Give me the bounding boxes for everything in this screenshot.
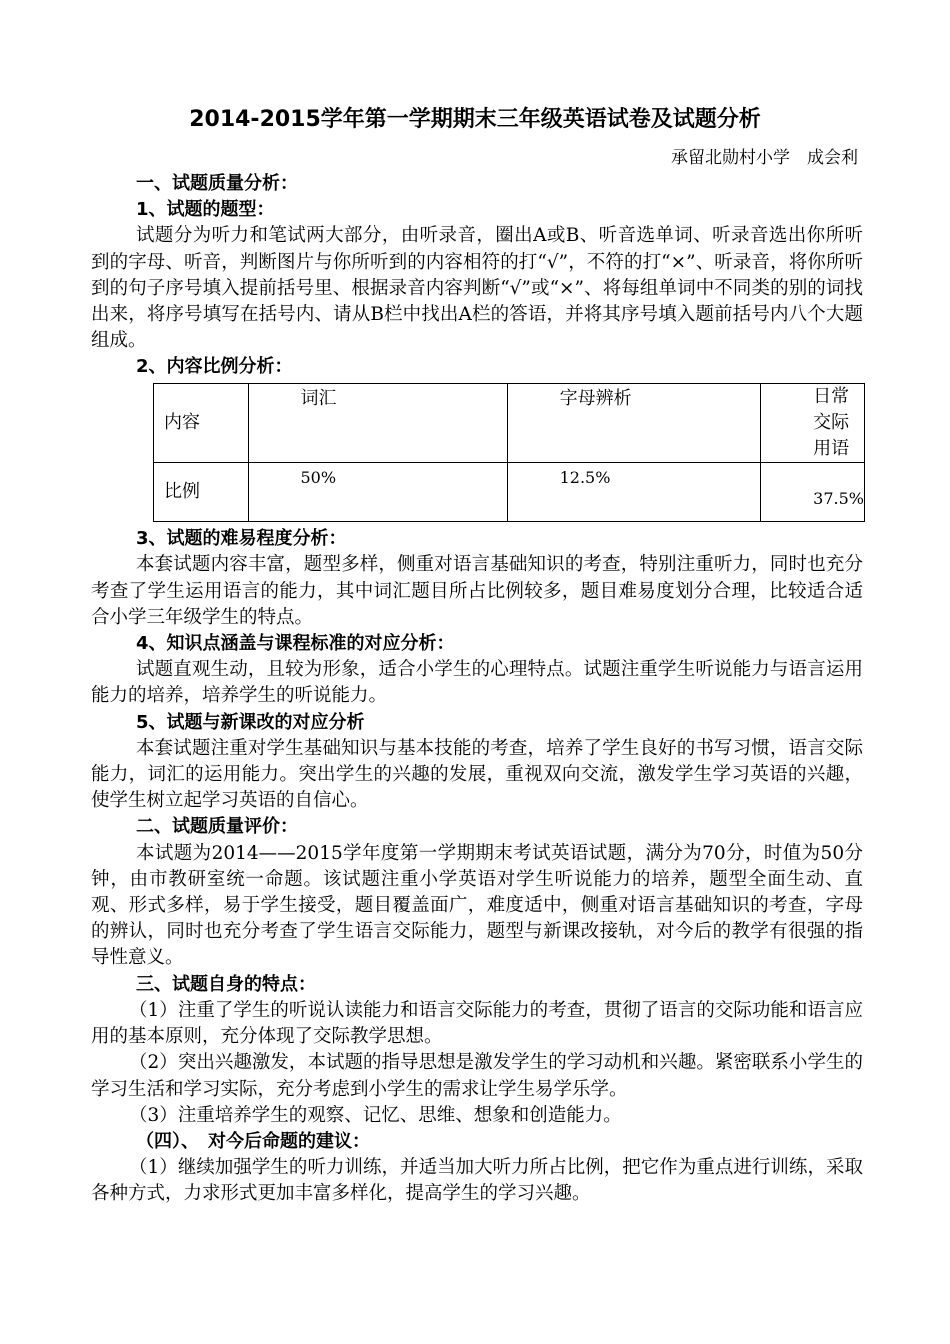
paragraph-quality-evaluation: 本试题为2014——2015学年度第一学期期末考试英语试题，满分为70分，时值为50分钟，由市教研室统一命题。该试题注重小学英语对学生听说能力的培养，题型全面生动、直观、形式多样，易于学生接受，题目覆盖面广，难度适中，侧重对语言基础知识的考查，字母的辨认，同时也充分考查了学生语言交际能力，题型与新课改接轨，对今后的教学有很强的指导性意义。 <box>91 842 863 969</box>
table-cell: 词汇 <box>248 383 507 463</box>
table-cell: 50% <box>248 463 507 522</box>
table-row <box>154 463 865 522</box>
document-title: 2014-2015学年第一学期期末三年级英语试卷及试题分析 <box>189 107 761 132</box>
subheading-difficulty: 3、试题的难易程度分析： <box>136 528 347 550</box>
content-ratio-table <box>153 383 865 523</box>
paragraph-question-types: 试题分为听力和笔试两大部分，由听录音，圈出A或B、听音选单词、听录音选出你所听到的字母、听音，判断图片与你所听到的内容相符的打“√”，不符的打“×”、听录音，将你所听到的句子序号填入提前括号里、根据录音内容判断“√”或“×”、将每组单词中不同类的别的词找出来，将序号填写在括号内、请从B栏中找出A栏的答语，并将其序号填入题前括号内八个大题组成。 <box>91 225 863 352</box>
table-cell-label: 内容 <box>154 383 249 463</box>
section-heading-suggestions: （四）、 对今后命题的建议： <box>136 1130 370 1152</box>
table-cell: 日常交际用语 <box>761 383 865 463</box>
ratio-table-wrapper <box>153 383 863 523</box>
table-cell-label: 比例 <box>154 463 249 522</box>
table-cell: 12.5% <box>507 463 761 522</box>
table-row <box>154 383 865 463</box>
document-body <box>91 171 863 1208</box>
table-cell: 37.5% <box>761 463 865 522</box>
list-item: （1）继续加强学生的听力训练，并适当加大听力所占比例，把它作为重点进行训练，采取各种方式，力求形式更加丰富多样化，提高学生的学习兴趣。 <box>91 1157 863 1205</box>
table-cell: 字母辨析 <box>507 383 761 463</box>
section-heading-quality-analysis: 一、试题质量分析： <box>136 173 298 194</box>
paragraph-difficulty: 本套试题内容丰富，题型多样，侧重对语言基础知识的考查，特别注重听力，同时也充分考查了学生运用语言的能力，其中词汇题目所占比例较多，题目难易度划分合理，比较适合适合小学三年级学生的特点。 <box>91 554 863 628</box>
list-item: （3）注重培养学生的观察、记忆、思维、想象和创造能力。 <box>129 1104 622 1126</box>
section-heading-characteristics: 三、试题自身的特点： <box>136 973 316 995</box>
paragraph-curriculum-standards: 试题直观生动，且较为形象，适合小学生的心理特点。试题注重学生听说能力与语言运用能力的培养，培养学生的听说能力。 <box>91 659 863 707</box>
author-line: 承留北勋村小学 成会利 <box>671 148 858 168</box>
section-heading-quality-evaluation: 二、试题质量评价： <box>136 816 298 838</box>
subheading-question-types: 1、试题的题型： <box>136 199 275 221</box>
list-item: （2）突出兴趣激发，本试题的指导思想是激发学生的学习动机和兴趣。紧密联系小学生的学习生活和学习实际，充分考虑到小学生的需求让学生易学乐学。 <box>91 1052 863 1100</box>
subheading-content-ratio: 2、内容比例分析： <box>136 356 293 378</box>
list-item: （1）注重了学生的听说认读能力和语言交际能力的考查，贯彻了语言的交际功能和语言应用的基本原则，充分体现了交际教学思想。 <box>91 999 863 1048</box>
subheading-new-curriculum: 5、试题与新课改的对应分析 <box>136 711 365 733</box>
subheading-curriculum-standards: 4、知识点涵盖与课程标准的对应分析： <box>136 633 455 655</box>
paragraph-new-curriculum: 本套试题注重对学生基础知识与基本技能的考查，培养了学生良好的书写习惯，语言交际能力，词汇的运用能力。突出学生的兴趣的发展，重视双向交流，激发学生学习英语的兴趣，使学生树立起学习英语的自信心。 <box>91 737 863 812</box>
